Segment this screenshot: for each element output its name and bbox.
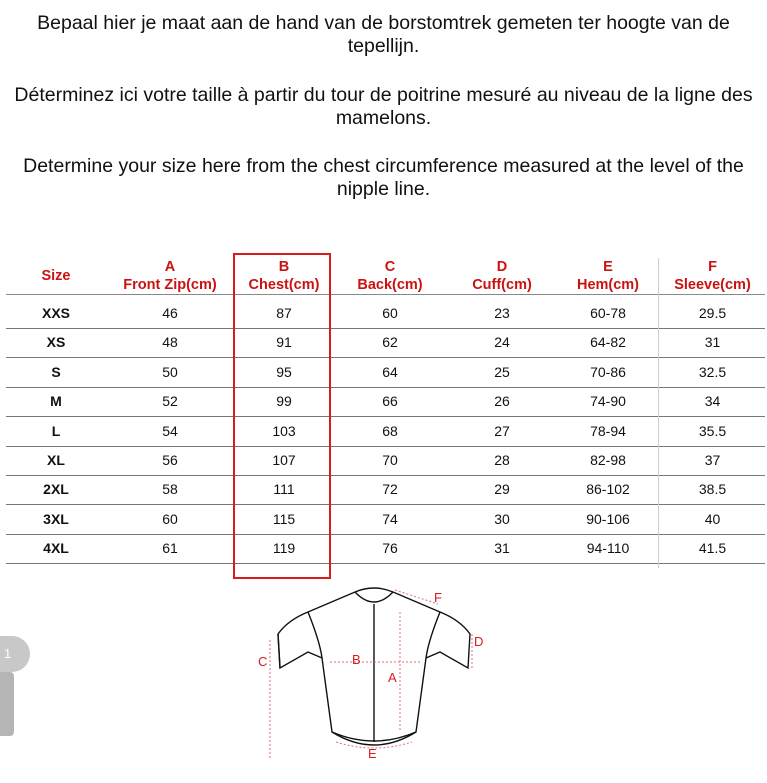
table-row	[6, 475, 765, 505]
measure-cell: 60-78	[590, 305, 626, 321]
intro-french	[0, 84, 767, 130]
measure-cell: 111	[273, 481, 295, 498]
column-label: Hem(cm)	[576, 277, 640, 293]
measure-cell: 46	[162, 305, 178, 321]
table-row	[6, 358, 765, 388]
measure-cell: 37	[704, 452, 721, 468]
measure-cell: 58	[162, 481, 178, 498]
column-letter: D	[496, 259, 508, 275]
measure-cell: 26	[494, 393, 510, 410]
column-label: Chest(cm)	[248, 277, 320, 293]
table-row	[6, 299, 765, 329]
measure-cell: 62	[382, 334, 398, 351]
column-letter: F	[708, 259, 717, 275]
measure-cell: 29	[494, 481, 510, 498]
measure-cell: 74	[382, 510, 398, 527]
measure-cell: 91	[276, 334, 292, 351]
size-cell: XXS	[41, 305, 70, 321]
diagram-label-e: E	[368, 746, 377, 761]
measure-cell: 90-106	[586, 510, 630, 527]
size-cell: 3XL	[43, 510, 69, 527]
column-letter: B	[278, 259, 290, 275]
column-label: Back(cm)	[357, 277, 423, 293]
table-row	[6, 446, 765, 476]
intro-english	[0, 155, 767, 201]
measure-cell: 115	[272, 510, 296, 527]
measure-cell: 119	[272, 540, 296, 557]
size-cell: M	[50, 393, 62, 410]
column-header	[660, 258, 765, 295]
column-label: Sleeve(cm)	[674, 277, 751, 293]
chest-column-highlight	[233, 253, 331, 579]
intro-english-text: Determine your size here from the chest circumference measured at the level of the nipple line.	[23, 155, 744, 200]
column-header	[6, 258, 106, 304]
measure-cell: 48	[162, 334, 178, 351]
diagram-label-f: F	[434, 590, 442, 605]
measure-cell: 31	[704, 334, 721, 351]
table-row	[6, 417, 765, 447]
header-divider	[6, 294, 765, 295]
size-cell: 4XL	[43, 540, 69, 557]
measure-cell: 70-86	[590, 363, 626, 380]
measure-cell: 56	[162, 452, 178, 468]
size-cell: XS	[46, 334, 66, 351]
table-row	[6, 534, 765, 564]
jersey-outline	[278, 588, 470, 745]
measure-cell: 68	[382, 422, 398, 439]
column-letter: E	[603, 259, 613, 275]
measure-cell: 70	[382, 452, 398, 468]
measure-cell: 103	[272, 422, 296, 439]
diagram-label-a: A	[388, 670, 397, 685]
measure-cell: 50	[162, 363, 178, 380]
column-letter: C	[384, 259, 396, 275]
measure-cell: 64-82	[590, 334, 626, 351]
measure-cell: 34	[704, 393, 721, 410]
measure-cell: 60	[162, 510, 178, 527]
measure-cell: 74-90	[590, 393, 626, 410]
measure-cell: 32.5	[698, 363, 727, 380]
diagram-label-c: C	[258, 654, 268, 669]
measure-cell: 24	[494, 334, 510, 351]
measure-cell: 61	[162, 540, 178, 557]
column-label: Size	[41, 268, 71, 284]
measure-cell: 64	[382, 363, 398, 380]
measure-cell: 99	[276, 393, 292, 410]
table-row	[6, 505, 765, 535]
column-label: Front Zip(cm)	[123, 277, 217, 293]
measure-cell: 72	[382, 481, 398, 498]
measure-cell: 27	[494, 422, 510, 439]
column-label: Cuff(cm)	[472, 277, 532, 293]
measure-cell: 29.5	[698, 305, 727, 321]
measure-cell: 54	[162, 422, 178, 439]
size-cell: XL	[47, 452, 65, 468]
page-indicator-badge[interactable]: 1	[0, 636, 30, 672]
measure-cell: 40	[704, 510, 721, 527]
measure-cell: 86-102	[586, 481, 630, 498]
measure-cell: 87	[276, 305, 292, 321]
measure-cell: 95	[276, 363, 292, 380]
measure-cell: 66	[382, 393, 398, 410]
measure-cell: 31	[494, 540, 510, 557]
measure-cell: 25	[494, 363, 510, 380]
measure-cell: 78-94	[590, 422, 626, 439]
measure-cell: 94-110	[586, 540, 630, 557]
size-cell: 2XL	[43, 481, 69, 498]
diagram-label-b: B	[352, 652, 361, 667]
measure-cell: 52	[162, 393, 178, 410]
column-header	[448, 258, 556, 295]
table-row	[6, 387, 765, 417]
measure-cell: 35.5	[698, 422, 727, 439]
size-cell: S	[51, 363, 61, 380]
diagram-label-d: D	[474, 634, 484, 649]
measure-cell: 30	[494, 510, 510, 527]
column-header	[558, 258, 658, 295]
measure-cell: 82-98	[590, 452, 626, 468]
measure-cell: 76	[382, 540, 398, 557]
column-separator	[658, 258, 659, 568]
jersey-measurement-diagram	[250, 582, 500, 780]
intro-french-text: Déterminez ici votre taille à partir du tour de poitrine mesuré au niveau de la ligne des mamelons.	[14, 84, 753, 129]
column-header	[109, 258, 231, 295]
intro-dutch	[0, 12, 767, 58]
measure-cell: 23	[494, 305, 510, 321]
measure-cell: 41.5	[698, 540, 727, 557]
column-header	[336, 258, 444, 295]
measure-cell: 107	[272, 452, 296, 468]
table-row	[6, 328, 765, 358]
measure-cell: 60	[382, 305, 398, 321]
side-scroll-handle[interactable]	[0, 672, 14, 736]
measure-cell: 28	[494, 452, 510, 468]
size-cell: L	[51, 422, 61, 439]
column-letter: A	[164, 259, 176, 275]
measure-cell: 38.5	[698, 481, 727, 498]
intro-dutch-text: Bepaal hier je maat aan de hand van de borstomtrek gemeten ter hoogte van de tepellijn.	[37, 12, 730, 57]
